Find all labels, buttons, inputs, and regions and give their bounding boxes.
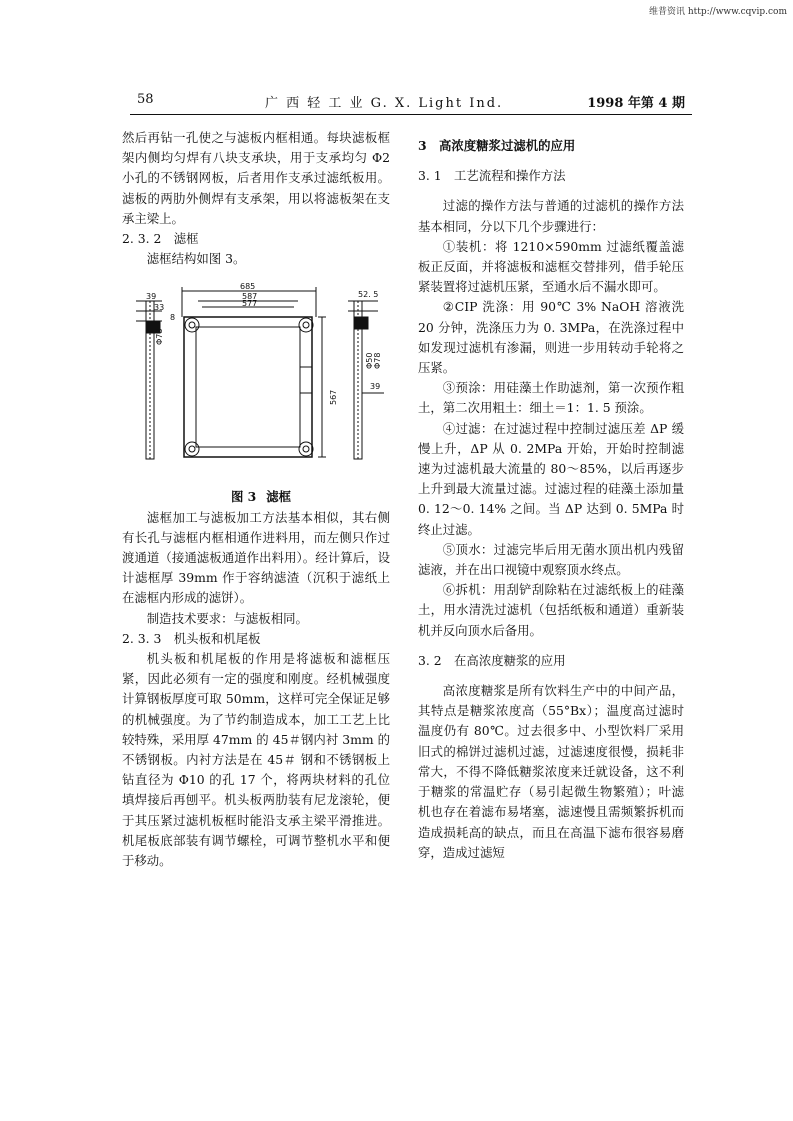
step-5: ⑤顶水：过滤完毕后用无菌水顶出机内残留滤液，并在出口视镜中观察顶水终点。 xyxy=(418,541,684,578)
section-heading-2-3-3: 2. 3. 3 机头板和机尾板 xyxy=(122,630,261,646)
dim-577: 577 xyxy=(242,299,258,309)
dim-567: 567 xyxy=(329,390,338,406)
figure-number: 图 3 xyxy=(230,489,257,505)
paragraph: 制造技术要求：与滤板相同。 xyxy=(146,610,308,626)
paragraph: 高浓度糖浆是所有饮料生产中的中间产品，其特点是糖浆浓度高（55°Bx）；温度高过滤时温度仍有 80℃。过去很多中、小型饮料厂采用旧式的棉饼过滤机过滤，过滤速度很慢，损耗非常大，不得不降低糖浆浓度来迁就设备，这不利于糖浆的常温贮存（易引起微生物繁殖）；叶滤机也存在着滤布易堵塞，滤速慢且需频繁拆机而造成损耗高的缺点，而且在高温下滤布很容易磨穿，造成过滤短 xyxy=(418,683,684,860)
section-heading-3-1: 3. 1 工艺流程和操作方法 xyxy=(418,168,566,184)
dim-587: 587 xyxy=(242,292,258,302)
page-number: 58 xyxy=(137,92,154,107)
dim-39-left: 39 xyxy=(146,292,157,302)
dim-phi78-left: Φ78 xyxy=(155,328,164,346)
step-3: ③预涂：用硅藻土作助滤剂，第一次预作粗土，第二次用粗土：细土＝1：1. 5 预涂。 xyxy=(418,380,684,416)
step-4: ④过滤：在过滤过程中控制过滤压差 ΔP 缓慢上升，ΔP 从 0. 2MPa 开始，开始时控制滤速为过滤机最大流量的 80～85%，以后再逐步上升到最大流量过滤。过滤过程的硅藻土添加量 0. 12～0. 14% 之间。当 ΔP 达到 0. 5MPa 时终止过滤。 xyxy=(418,420,684,537)
dim-33: 33 xyxy=(154,303,165,313)
figure-3 xyxy=(122,277,390,487)
figure-title: 滤框 xyxy=(266,489,292,505)
step-2: ②CIP 洗涤：用 90℃ 3% NaOH 溶液洗 20 分钟，洗涤压力为 0. 3MPa，在洗涤过程中如发现过滤机有渗漏，则进一步用转动手轮将之压紧。 xyxy=(418,299,684,376)
issue-label: 1998 年第 4 期 xyxy=(587,96,685,111)
step-1: ①装机：将 1210×590mm 过滤纸覆盖滤板正反面，并将滤板和滤框交替排列，借手轮压紧装置将过滤机压紧，至通水后不漏水即可。 xyxy=(418,238,684,295)
dim-39-right: 39 xyxy=(370,382,381,392)
paragraph: 然后再钻一孔使之与滤板内框相通。每块滤板框架内侧均匀焊有八块支承块，用于支承均匀 Φ2 小孔的不锈钢网板，后者用作支承过滤纸板用。滤板的两肋外侧焊有支承架，用以将滤板架在支承主梁上。 xyxy=(122,130,390,226)
dim-685: 685 xyxy=(240,282,256,292)
page-header xyxy=(137,92,685,110)
left-side-view xyxy=(136,301,165,459)
header-rule xyxy=(130,114,692,115)
step-6: ⑥拆机：用刮铲刮除粘在过滤纸板上的硅藻土，用水清洗过滤机（包括纸板和通道）重新装机并反向顶水后备用。 xyxy=(418,582,684,638)
dim-52-5: 52. 5 xyxy=(358,290,379,300)
dim-phi78-right: Φ78 xyxy=(373,352,382,370)
watermark: 维普资讯 http://www.cqvip.com xyxy=(648,7,787,17)
paragraph: 滤框结构如图 3。 xyxy=(146,251,246,267)
paragraph: 滤框加工与滤板加工方法基本相似，其右侧有长孔与滤框内框相通作进料用，而左侧只作过渡通道（接通滤板通道作出料用）。经计算后，设计滤框厚 39mm 作于容纳滤渣（沉积于滤纸上在滤框内形成的滤饼）。 xyxy=(122,509,390,606)
section-heading-2-3-2: 2. 3. 2 滤框 xyxy=(122,231,199,247)
dim-phi50: Φ50 xyxy=(365,352,374,370)
journal-name: 广 西 轻 工 业 G. X. Light Ind. xyxy=(265,96,504,111)
filter-frame-drawing xyxy=(122,277,390,487)
left-column xyxy=(122,128,390,871)
section-heading-3-2: 3. 2 在高浓度糖浆的应用 xyxy=(418,652,566,668)
section-heading-3: 3 高浓度糖浆过滤机的应用 xyxy=(418,138,576,153)
right-side-view xyxy=(348,301,384,459)
right-column xyxy=(418,136,684,863)
paragraph: 机头板和机尾板的作用是将滤板和滤框压紧，因此必须有一定的强度和刚度。经机械强度计算钢板厚度可取 50mm，这样可完全保证足够的机械强度。为了节约制造成本，加工工艺上比较特殊，采用厚 47mm 的 45＃钢内衬 3mm 的不锈钢板。内衬方法是在 45＃ 钢和不锈钢板上钻直径为 Φ10 的孔 17 个，将两块材料的孔位填焊接后再刨平。机头板两肋装有尼龙滚轮，便于其压紧过滤机板框时能沿支承主梁平滑推进。机尾板底部装有调节螺栓，可调节整机水平和便于移动。 xyxy=(122,651,390,869)
figure-caption xyxy=(122,487,390,507)
paragraph: 过滤的操作方法与普通的过滤机的操作方法基本相同，分以下几个步骤进行： xyxy=(418,198,684,234)
dim-8: 8 xyxy=(170,313,176,323)
front-view xyxy=(182,287,326,457)
